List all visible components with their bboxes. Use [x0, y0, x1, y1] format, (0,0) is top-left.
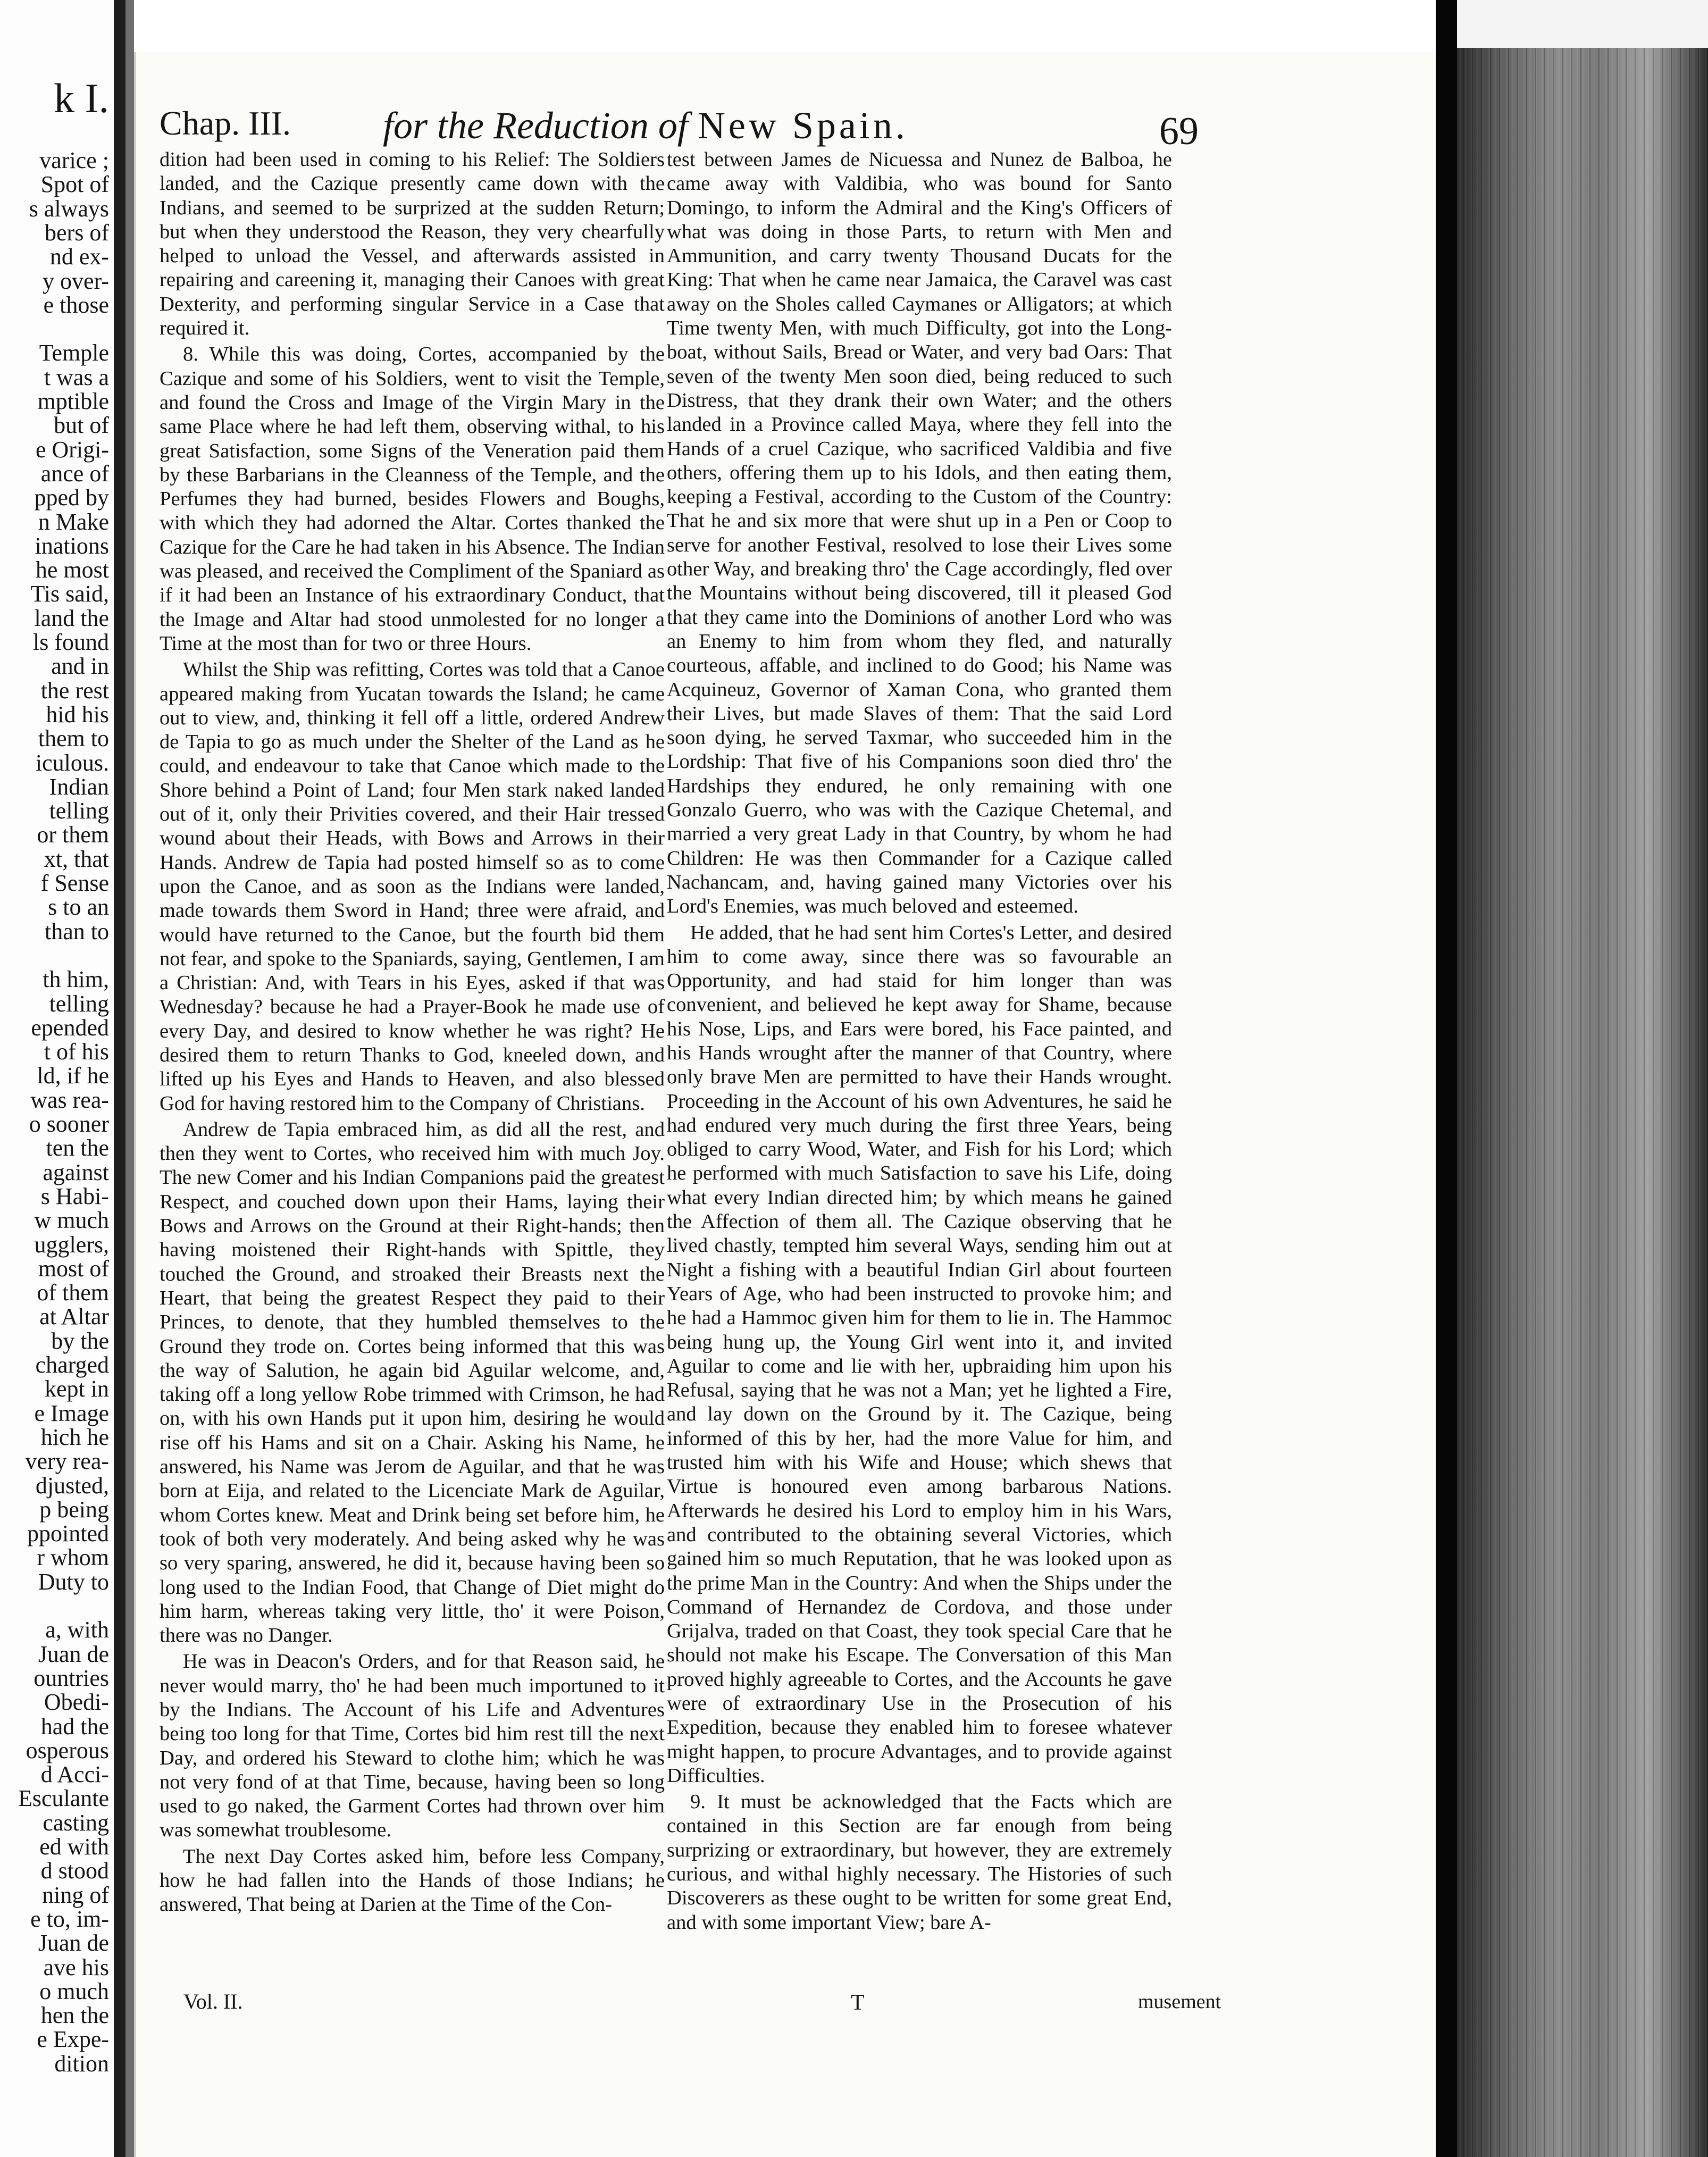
previous-page-line-fragment: very rea- — [25, 1448, 109, 1475]
paragraph: Andrew de Tapia embraced him, as did all the rest, and then they went to Cortes, who received him with much Joy. The new Comer and his Indian Companions paid the greatest Respect, and couched down upon their Hams, laying their Bows and Arrows on the Ground at their Right-hands; then having moistened their Right-hands with Spittle, they touched the Ground, and stroaked their Breasts next the Heart, that being the greatest Respect they paid to their Princes, to denote, that they humbled themselves to the Ground they trode on. Cortes being informed that this was the way of Salution, he again bid Aguilar welcome, and, taking off a long yellow Robe trimmed with Crimson, he had on, with his own Hands put it upon him, desiring he would rise off his Hams and sit on a Chair. Asking his Name, he answered, his Name was Jerom de Aguilar, and that he was born at Eija, and related to the Licenciate Mark de Aguilar, whom Cortes knew. Meat and Drink being set before him, he took of both very moderately. And being asked why he was so very sparing, answered, he did it, because having been so long used to the Indian Food, that Change of Diet might do him harm, whereas taking very little, tho' it were Poison, there was no Danger. — [160, 1118, 665, 1647]
paragraph: 8. While this was doing, Cortes, accompanied by the Cazique and some of his Soldiers, went to visit the Temple, and found the Cross and Image of the Virgin Mary in the same Place where he had left them, observing withal, to his great Satisfaction, some Signs of the Veneration paid them by these Barbarians in the Cleanness of the Temple, and the Perfumes they had burned, besides Flowers and Boughs, with which they had adorned the Altar. Cortes thanked the Cazique for the Care he had taken in his Absence. The Indian was pleased, and received the Compliment of the Spaniard as if it had been an Instance of his extraordinary Conduct, that the Image and Altar had stood unmolested for no longer a Time at the most than for two or three Hours. — [160, 343, 665, 655]
running-title — [383, 104, 908, 148]
previous-page-line-fragment: Indian — [49, 773, 109, 800]
previous-page-line-fragment: ten the — [46, 1135, 109, 1161]
previous-page-line-fragment: at Altar — [39, 1303, 109, 1330]
previous-page-header-fragment: k I. — [54, 75, 109, 121]
previous-page-line-fragment: telling — [49, 990, 109, 1017]
book-spine-background — [1436, 0, 1708, 2157]
previous-page-line-fragment: ugglers, — [34, 1231, 109, 1258]
previous-page-line-fragment: of them — [37, 1280, 109, 1306]
previous-page-line-fragment: hich he — [40, 1424, 109, 1450]
paragraph: 9. It must be acknowledged that the Facts which are contained in this Section are far enough from being surprizing or extraordinary, but however, they are extremely curious, and withal highly necessary. The Histories of such Discoverers as these ought to be written for some great End, and with some important View; bare A- — [667, 1791, 1172, 1934]
previous-page-line-fragment: the rest — [40, 677, 109, 704]
previous-page-line-fragment: most of — [38, 1255, 109, 1282]
right-text-column — [667, 148, 1172, 1935]
previous-page-line-fragment: w much — [34, 1207, 109, 1234]
previous-page-line-fragment: epended — [31, 1014, 109, 1041]
previous-page-line-fragment: s always — [29, 195, 109, 222]
previous-page-line-fragment: t was a — [44, 364, 109, 390]
previous-page-line-fragment: was rea- — [30, 1086, 109, 1113]
previous-page-line-fragment: than to — [45, 918, 109, 944]
previous-page-line-fragment: o much — [39, 1978, 109, 2004]
previous-page-line-fragment: e Image — [34, 1400, 109, 1426]
previous-page-line-fragment: but of — [54, 412, 109, 439]
book-gutter — [125, 0, 134, 2157]
previous-page-line-fragment: them to — [38, 725, 109, 752]
previous-page-line-fragment: telling — [49, 798, 109, 824]
previous-page-line-fragment: or them — [37, 822, 109, 848]
previous-page-line-fragment: d stood — [40, 1858, 109, 1884]
previous-page-line-fragment: e Origi- — [35, 436, 109, 463]
previous-page-line-fragment: Juan de — [38, 1930, 109, 1957]
paragraph: test between James de Nicuessa and Nunez de Balboa, he came away with Valdibia, who was bound for Santo Domingo, to inform the Admiral and the King's Officers of what was doing in those Parts, to return with Men and Ammunition, and carry twenty Thousand Ducats for the King: That when he came near Jamaica, the Caravel was cast away on the Sholes called Caymanes or Alligators; at which Time twenty Men, with much Difficulty, got into the Long-boat, without Sails, Bread or Water, and very bad Oars: That seven of the twenty Men soon died, being reduced to such Distress, that they drank their own Water; and the others landed in a Province called Maya, where they fell into the Hands of a cruel Cazique, who sacrificed Valdibia and five others, offering them up to his Idols, and then eating them, keeping a Festival, according to the Custom of the Country: That he and six more that were shut up in a Pen or Coop to serve for another Festival, resolved to lose their Lives some other Way, and breaking thro' the Cage accordingly, fled over the Mountains without being discovered, till it pleased God that they came into the Dominions of another Lord who was an Enemy to him from whom they fled, and naturally courteous, affable, and inclined to do Good; his Name was Acquineuz, Governor of Xaman Cona, who granted them their Lives, but made Slaves of them: That the said Lord soon dying, he served Taxmar, who succeeded him in the Lordship: That five of his Companions soon died thro' the Hardships they endured, he only remaining with one Gonzalo Guerro, who was with the Cazique Chetemal, and married a very great Lady in that Country, by whom he had Children: He was then Commander for a Cazique called Nachancam, and, having gained many Victories over his Lord's Enemies, was much beloved and esteemed. — [667, 148, 1172, 918]
previous-page-line-fragment: had the — [40, 1713, 109, 1740]
previous-page-line-fragment: Juan de — [38, 1641, 109, 1667]
previous-page-line-fragment: charged — [35, 1352, 109, 1378]
previous-page-line-fragment: bers of — [45, 219, 109, 246]
previous-page-line-fragment: s Habi- — [40, 1183, 109, 1209]
previous-page-line-fragment: e those — [43, 291, 109, 318]
previous-page-line-fragment: iculous. — [35, 749, 109, 776]
previous-page-line-fragment: e Expe- — [37, 2026, 109, 2053]
previous-page-line-fragment: s to an — [48, 894, 109, 921]
previous-page-line-fragment: hid his — [46, 701, 109, 728]
previous-page-line-fragment: ning of — [42, 1882, 109, 1908]
running-title-caps: New Spain. — [697, 104, 908, 147]
previous-page-line-fragment: th him, — [43, 966, 109, 993]
previous-page-line-fragment: nd ex- — [49, 244, 109, 270]
previous-page-line-fragment: Temple — [39, 340, 109, 366]
paragraph: dition had been used in coming to his Relief: The Soldiers landed, and the Cazique presently came down with the Indians, and seemed to be surprized at the sudden Return; but when they understood the Reason, they very chearfully helped to unload the Vessel, and afterwards assisted in repairing and careening it, managing their Canoes with great Dexterity, and performing singular Service in a Case that required it. — [160, 148, 665, 340]
previous-page-line-fragment: pped by — [34, 484, 109, 511]
paragraph: Whilst the Ship was refitting, Cortes was told that a Canoe appeared making from Yucatan towards the Island; he came out to view, and, thinking it fell off a little, ordered Andrew de Tapia to go as much under the Shelter of the Land as he could, and endeavour to take that Canoe which made to the Shore behind a Point of Land; four Men stark naked landed out of it, only their Privities covered, and their Hair tressed wound about their Heads, with Bows and Arrows in their Hands. Andrew de Tapia had posted himself so as to come upon the Canoe, and as soon as the Indians were landed, made towards them Sword in Hand; three were afraid, and would have returned to the Canoe, but the fourth bid them not fear, and spoke to the Spaniards, saying, Gentlemen, I am a Christian: And, with Tears in his Eyes, asked if that was Wednesday? because he had a Prayer-Book he made use of every Day, and desired to know whether he was right? He desired them to return Thanks to God, kneeled down, and lifted up his Eyes and Hands to Heaven, and also blessed God for having restored him to the Company of Christians. — [160, 658, 665, 1115]
paragraph: The next Day Cortes asked him, before less Company, how he had fallen into the Hands of those Indians; he answered, That being at Darien at the Time of the Con- — [160, 1845, 665, 1916]
paragraph: He added, that he had sent him Cortes's Letter, and desired him to come away, since there was so favourable an Opportunity, and had staid for him longer than was convenient, and believed he kept away for Shame, because his Nose, Lips, and Ears were bored, his Face painted, and his Hands wrought after the manner of that Country, where only brave Men are permitted to have their Hands wrought. Proceeding in the Account of his own Adventures, he said he had endured very much during the first three Years, being obliged to carry Wood, Water, and Fish for his Lord; which he performed with much Satisfaction to save his Life, doing what every Indian directed him; by which means he gained the Affection of them all. The Cazique observing that he lived chastly, tempted him several Ways, sending him out at Night a fishing with a beautiful Indian Girl about fourteen Years of Age, who had been instructed to provoke him; and he had a Hammoc given him for them to lie in. The Hammoc being hung up, the Young Girl went into it, and invited Aguilar to come and lie with her, upbraiding him upon his Refusal, saying that he was not a Man; yet he lighted a Fire, and lay down on the Ground by it. The Cazique, being informed of this by her, had the more Value for him, and trusted him with his Wife and House; which shews that Virtue is honoured even among barbarous Nations. Afterwards he desired his Lord to employ him in his Wars, and contributed to the obtaining several Victories, which gained him so much Reputation, that he was looked upon as the prime Man in the Country: And when the Ships under the Command of Hernandez de Cordova, and those under Grijalva, traded on that Coast, they took special Care that he should not make his Escape. The Conversation of this Man proved highly agreeable to Cortes, and the Accounts he gave were of extraordinary Use in the Prosecution of his Expedition, because they enabled him to foresee whatever might happen, to procure Advantages, and to provide against Difficulties. — [667, 921, 1172, 1787]
previous-page-line-fragment: by the — [51, 1327, 109, 1354]
background-top-strip — [1436, 0, 1708, 48]
previous-page-line-fragment: ave his — [43, 1954, 109, 1980]
paragraph: He was in Deacon's Orders, and for that Reason said, he never would marry, tho' he had been much importuned to it by the Indians. The Account of his Life and Adventures being too long for that Time, Cortes bid him rest till the next Day, and ordered his Steward to clothe him; which he was not very fond of at that Time, because, having been so long used to go naked, the Garment Cortes had thrown over him was somewhat troublesome. — [160, 1650, 665, 1842]
previous-page-line-fragment: osperous — [26, 1737, 109, 1763]
previous-page-line-fragment: ed with — [39, 1834, 109, 1860]
previous-page-line-fragment: varice ; — [39, 147, 109, 173]
previous-page-line-fragment: f Sense — [40, 870, 109, 896]
previous-page-line-fragment: t of his — [44, 1039, 109, 1065]
previous-page-line-fragment: Obedi- — [44, 1689, 109, 1716]
previous-page-line-fragment: ls found — [33, 629, 109, 655]
previous-page-line-fragment: Spot of — [40, 171, 109, 198]
signature-mark: T — [851, 1991, 865, 2015]
previous-page-edge — [0, 0, 133, 2157]
previous-page-line-fragment: and in — [51, 653, 109, 680]
previous-page-line-fragment: Esculante — [18, 1785, 109, 1812]
previous-page-line-fragment: inations — [35, 532, 109, 559]
previous-page-line-fragment: e to, im- — [30, 1905, 109, 1932]
previous-page-line-fragment: casting — [43, 1809, 109, 1836]
volume-marker: Vol. II. — [183, 1989, 243, 2013]
page-divider — [114, 0, 125, 2157]
previous-page-line-fragment: land the — [34, 605, 109, 631]
previous-page-line-fragment: xt, that — [44, 846, 109, 872]
previous-page-line-fragment: o sooner — [29, 1111, 109, 1137]
previous-page-line-fragment: ance of — [40, 460, 109, 487]
previous-page-line-fragment: d Acci- — [40, 1761, 109, 1788]
previous-page-line-fragment: kept in — [45, 1376, 109, 1402]
previous-page-line-fragment: ld, if he — [37, 1063, 109, 1089]
previous-page-line-fragment: Tis said, — [30, 581, 109, 607]
running-title-italic: for the Reduction of — [383, 104, 688, 147]
page-shadow-edge — [1436, 0, 1457, 2157]
previous-page-line-fragment: against — [43, 1159, 109, 1185]
previous-page-line-fragment: y over- — [43, 267, 109, 294]
previous-page-line-fragment: djusted, — [35, 1472, 109, 1499]
previous-page-line-fragment: n Make — [38, 508, 109, 535]
previous-page-line-fragment: Duty to — [38, 1568, 109, 1595]
previous-page-line-fragment: hen the — [40, 2002, 109, 2029]
left-text-column — [160, 148, 665, 1917]
previous-page-line-fragment: ountries — [34, 1665, 109, 1691]
previous-page-line-fragment: a, with — [45, 1617, 109, 1643]
previous-page-line-fragment: dition — [54, 2050, 109, 2077]
page-number: 69 — [1159, 110, 1199, 153]
previous-page-line-fragment: ppointed — [27, 1520, 109, 1547]
chapter-label: Chap. III. — [160, 104, 291, 142]
previous-page-line-fragment: mptible — [37, 388, 109, 414]
previous-page-line-fragment: he most — [35, 557, 109, 583]
previous-page-line-fragment: r whom — [37, 1544, 109, 1571]
top-margin — [134, 0, 1443, 52]
previous-page-line-fragment: p being — [39, 1496, 109, 1523]
catchword: musement — [1138, 1991, 1221, 2013]
